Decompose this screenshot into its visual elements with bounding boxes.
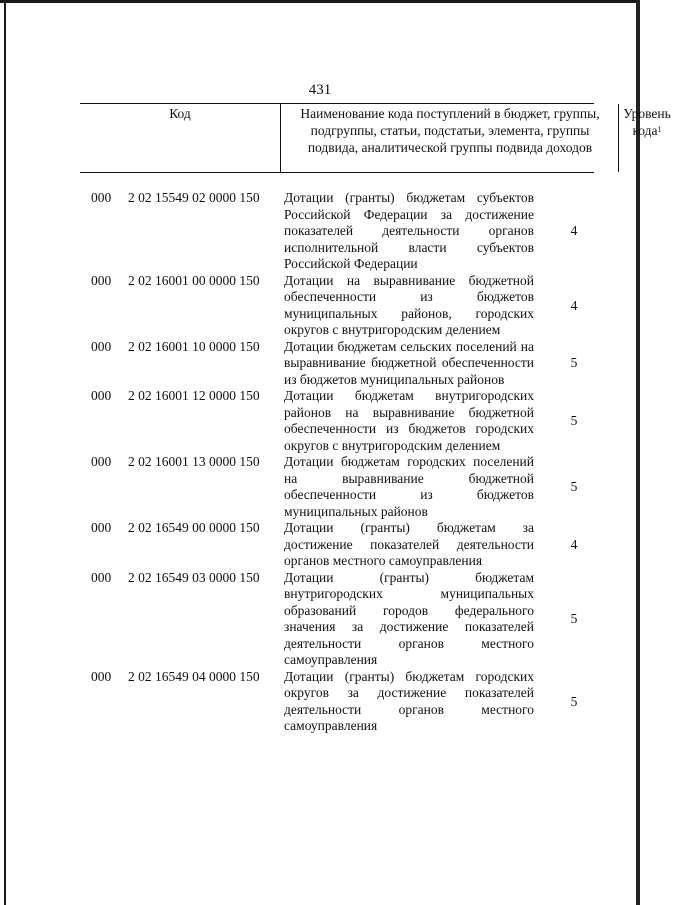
header-name-column xyxy=(280,104,619,172)
row-level: 4 xyxy=(570,297,578,313)
header-name-label: Наименование кода поступлений в бюджет, группы, подгруппы, статьи, подстатьи, элемента, группы подвида, аналитической группы подвида доходов xyxy=(300,106,600,155)
header-level-label: Уровень кода xyxy=(623,106,671,138)
table-row xyxy=(80,190,600,273)
header-code-column xyxy=(80,104,280,172)
row-level: 4 xyxy=(570,223,578,239)
row-code: 2 02 16001 13 0000 150 xyxy=(128,454,260,469)
row-prefix: 000 xyxy=(91,668,112,684)
row-code: 2 02 16549 00 0000 150 xyxy=(128,520,260,535)
row-name: Дотации на выравнивание бюджетной обеспеченности из бюджетов муниципальных районов, городских округов с внутригородским делением xyxy=(284,272,534,337)
row-name: Дотации бюджетам сельских поселений на выравнивание бюджетной обеспеченности из бюджетов муниципальных районов xyxy=(284,338,534,387)
header-level-footnote: 1 xyxy=(657,125,662,134)
table-row xyxy=(80,454,600,520)
row-name: Дотации (гранты) бюджетам за достижение показателей деятельности органов местного самоуправления xyxy=(284,520,534,568)
row-prefix: 000 xyxy=(91,272,112,288)
row-level: 5 xyxy=(570,611,578,626)
table-row xyxy=(80,339,600,389)
table-row xyxy=(80,570,600,669)
row-name: Дотации (гранты) бюджетам субъектов Российской Федерации за достижение показателей деятельности органов исполнительной власти субъектов Российской Федерации xyxy=(284,190,534,271)
row-prefix: 000 xyxy=(91,338,112,354)
row-name: Дотации бюджетам городских поселений на выравнивание бюджетной обеспеченности из бюджетов муниципальных районов xyxy=(284,454,534,519)
table-row xyxy=(80,669,600,735)
row-prefix: 000 xyxy=(91,569,112,585)
scan-edge-left xyxy=(4,0,6,905)
row-prefix: 000 xyxy=(91,454,112,469)
row-prefix: 000 xyxy=(91,190,112,205)
row-code: 2 02 16001 12 0000 150 xyxy=(128,388,260,403)
table-header xyxy=(80,103,671,173)
row-name: Дотации (гранты) бюджетам внутригородских муниципальных образований городов федерального значения за достижение показателей деятельности органов местного самоуправления xyxy=(284,569,534,667)
row-level: 4 xyxy=(570,536,578,552)
table-row xyxy=(80,273,600,339)
row-level: 5 xyxy=(570,479,578,494)
row-prefix: 000 xyxy=(91,388,112,403)
header-code-label: Код xyxy=(169,106,191,121)
table-row xyxy=(80,388,600,454)
row-name: Дотации бюджетам внутригородских районов на выравнивание бюджетной обеспеченности из бюджетов городских округов с внутригородским делением xyxy=(284,388,534,453)
row-code: 2 02 15549 02 0000 150 xyxy=(128,190,260,205)
header-level-cell xyxy=(619,104,675,139)
row-name: Дотации (гранты) бюджетам городских округов за достижение показателей деятельности органов местного самоуправления xyxy=(284,668,534,733)
row-level: 5 xyxy=(570,355,578,371)
row-code: 2 02 16001 00 0000 150 xyxy=(128,272,260,288)
header-level-column xyxy=(618,104,675,172)
row-code: 2 02 16549 03 0000 150 xyxy=(128,569,260,585)
scan-edge-top xyxy=(0,0,640,3)
table-row xyxy=(80,520,600,570)
page-number: 431 xyxy=(308,82,332,98)
table-body xyxy=(80,190,600,735)
row-level: 5 xyxy=(570,413,578,428)
row-code: 2 02 16001 10 0000 150 xyxy=(128,338,260,354)
row-level: 5 xyxy=(570,693,578,709)
row-prefix: 000 xyxy=(91,520,112,535)
row-code: 2 02 16549 04 0000 150 xyxy=(128,668,260,684)
